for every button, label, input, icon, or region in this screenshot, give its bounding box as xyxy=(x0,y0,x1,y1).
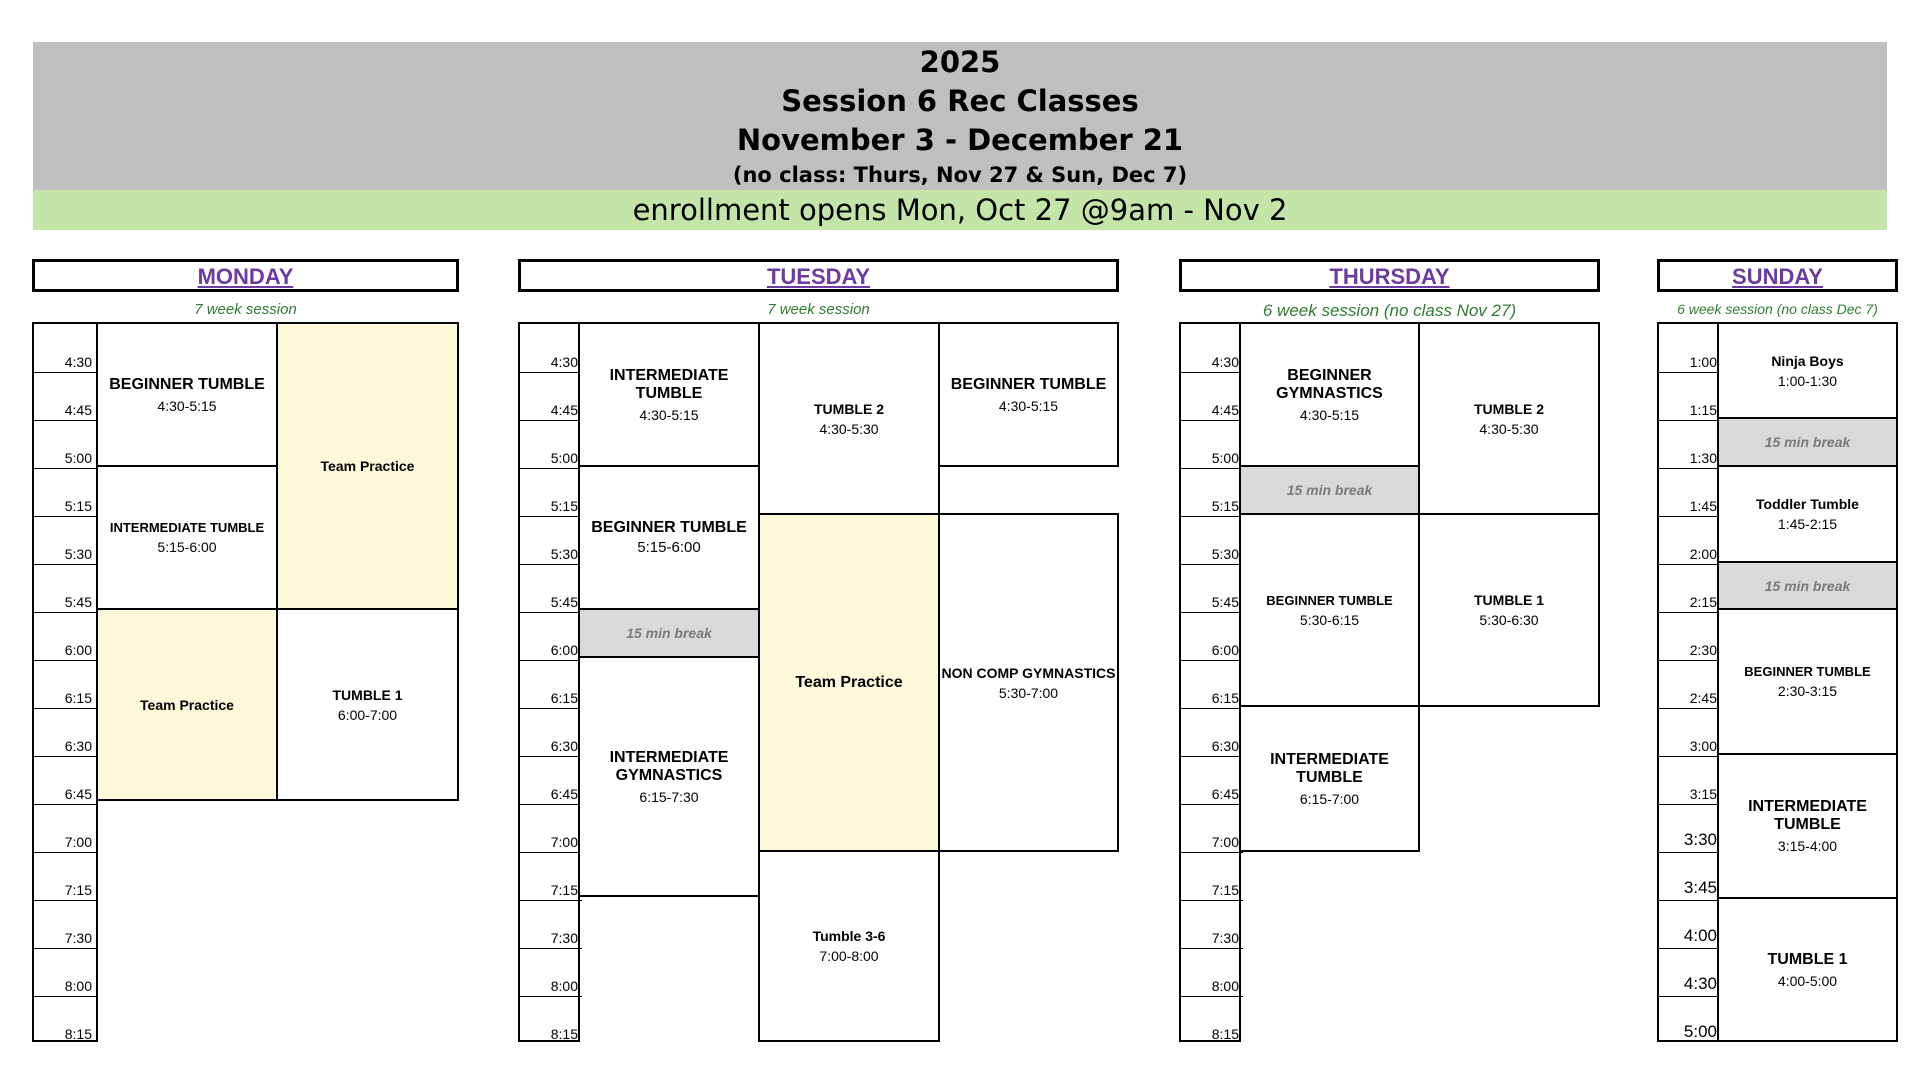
time-slot xyxy=(1181,804,1243,852)
time-slot xyxy=(34,852,96,900)
class-name: TUMBLE 1 xyxy=(332,686,403,703)
class-name: Tumble 3-6 xyxy=(812,928,886,944)
time-label: 7:00 xyxy=(550,834,578,850)
sunday-break-1 xyxy=(1717,417,1898,467)
time-slot xyxy=(34,420,96,468)
time-slot xyxy=(1659,660,1721,708)
time-slot xyxy=(1181,564,1243,612)
class-name: Team Practice xyxy=(140,696,234,713)
time-slot xyxy=(34,372,96,420)
time-label: 7:30 xyxy=(64,930,92,946)
time-label: 7:15 xyxy=(1211,882,1239,898)
time-slot xyxy=(520,564,582,612)
time-slot xyxy=(520,804,582,852)
time-label: 4:45 xyxy=(64,402,92,418)
class-time: 6:15-7:00 xyxy=(1299,790,1360,807)
time-label: 1:45 xyxy=(1689,498,1717,514)
class-name: BEGINNER TUMBLE xyxy=(109,375,265,393)
sunday-beginner-tumble xyxy=(1717,608,1898,755)
thursday-beginner-gymnastics xyxy=(1239,322,1420,467)
time-slot xyxy=(1181,516,1243,564)
time-slot xyxy=(520,708,582,756)
time-slot xyxy=(520,948,582,996)
session-title: Session 6 Rec Classes xyxy=(781,84,1139,118)
time-slot xyxy=(1181,852,1243,900)
time-label: 8:15 xyxy=(64,1026,92,1042)
class-name: INTERMEDIATE TUMBLE xyxy=(1748,798,1867,833)
time-label: 2:00 xyxy=(1689,546,1717,562)
tuesday-tumble-3-6 xyxy=(758,850,940,1042)
class-time: 5:30-7:00 xyxy=(998,684,1059,701)
time-slot xyxy=(520,996,582,1044)
time-slot xyxy=(520,420,582,468)
time-label: 8:15 xyxy=(1211,1026,1239,1042)
time-label: 8:00 xyxy=(550,978,578,994)
class-time: 4:30-5:15 xyxy=(1299,406,1360,423)
time-label: 4:30 xyxy=(550,354,578,370)
time-slot xyxy=(1659,804,1721,852)
thursday-beginner-tumble xyxy=(1239,513,1420,707)
day-header-thursday: THURSDAY xyxy=(1179,259,1600,292)
time-column-monday xyxy=(32,322,98,1042)
time-slot xyxy=(1181,324,1243,372)
time-slot xyxy=(1659,468,1721,516)
time-slot xyxy=(1659,708,1721,756)
tuesday-intermediate-tumble xyxy=(578,322,760,467)
time-label: 4:30 xyxy=(64,354,92,370)
time-label: 3:30 xyxy=(1683,830,1717,849)
class-name: TUMBLE 1 xyxy=(1474,592,1544,608)
time-slot xyxy=(520,660,582,708)
time-slot xyxy=(1659,564,1721,612)
time-label: 6:45 xyxy=(550,786,578,802)
monday-beginner-tumble xyxy=(96,322,278,467)
time-slot xyxy=(34,708,96,756)
time-label: 6:15 xyxy=(550,690,578,706)
time-slot xyxy=(34,756,96,804)
time-label: 8:00 xyxy=(64,978,92,994)
time-label: 6:15 xyxy=(64,690,92,706)
tuesday-tumble-2 xyxy=(758,322,940,515)
time-label: 5:00 xyxy=(1211,450,1239,466)
time-label: 5:15 xyxy=(1211,498,1239,514)
time-label: 6:30 xyxy=(64,738,92,754)
time-label: 7:00 xyxy=(1211,834,1239,850)
class-time: 5:30-6:30 xyxy=(1479,612,1539,628)
time-label: 7:15 xyxy=(550,882,578,898)
time-slot xyxy=(520,612,582,660)
class-time: 6:15-7:30 xyxy=(639,788,699,805)
class-time: 3:15-4:00 xyxy=(1777,838,1838,854)
time-slot xyxy=(1181,900,1243,948)
class-name: BEGINNER TUMBLE xyxy=(591,519,747,536)
time-slot xyxy=(1659,948,1721,996)
class-name: BEGINNER TUMBLE xyxy=(950,375,1107,393)
time-label: 3:15 xyxy=(1689,786,1717,802)
time-label: 1:00 xyxy=(1689,354,1717,370)
time-label: 5:00 xyxy=(550,450,578,466)
time-label: 6:00 xyxy=(1211,642,1239,658)
time-label: 1:15 xyxy=(1689,402,1717,418)
time-slot xyxy=(1659,612,1721,660)
tuesday-beginner-tumble-2 xyxy=(938,322,1119,467)
time-label: 5:30 xyxy=(550,546,578,562)
class-time: 5:15-6:00 xyxy=(637,539,701,556)
class-time: 5:30-6:15 xyxy=(1299,611,1360,628)
time-slot xyxy=(520,516,582,564)
thursday-tumble-1 xyxy=(1418,513,1600,707)
class-time: 1:45-2:15 xyxy=(1777,516,1838,532)
time-label: 3:45 xyxy=(1683,878,1717,897)
class-name: BEGINNER TUMBLE xyxy=(1744,664,1871,679)
class-name: INTERMEDIATE TUMBLE xyxy=(109,520,265,535)
time-column-thursday xyxy=(1179,322,1241,1042)
time-label: 6:15 xyxy=(1211,690,1239,706)
tuesday-break xyxy=(578,608,760,658)
class-time: 7:00-8:00 xyxy=(819,948,879,964)
thursday-intermediate-tumble xyxy=(1239,705,1420,852)
time-label: 1:30 xyxy=(1689,450,1717,466)
tuesday-beginner-tumble xyxy=(578,465,760,610)
class-time: 4:30-5:15 xyxy=(639,406,699,423)
tuesday-intermediate-gymnastics xyxy=(578,656,760,897)
time-label: 6:00 xyxy=(550,642,578,658)
monday-team-practice-2 xyxy=(96,608,278,801)
monday-tumble-1 xyxy=(276,608,459,801)
class-time: 4:30-5:15 xyxy=(998,397,1059,414)
time-label: 5:00 xyxy=(64,450,92,466)
time-slot xyxy=(1181,468,1243,516)
class-time: 4:30-5:30 xyxy=(819,420,879,437)
time-label: 6:00 xyxy=(64,642,92,658)
time-label: 4:30 xyxy=(1211,354,1239,370)
time-slot xyxy=(34,948,96,996)
enrollment-banner: enrollment opens Mon, Oct 27 @9am - Nov 2 xyxy=(33,190,1887,230)
time-slot xyxy=(1181,996,1243,1044)
thursday-tumble-2 xyxy=(1418,322,1600,515)
time-column-sunday xyxy=(1657,322,1719,1042)
session-note-monday: 7 week session xyxy=(194,301,297,318)
time-label: 4:00 xyxy=(1683,926,1717,945)
class-time: 2:30-3:15 xyxy=(1777,683,1838,699)
tuesday-non-comp-gymnastics xyxy=(938,513,1119,852)
time-label: 2:45 xyxy=(1689,690,1717,706)
class-time: 4:00-5:00 xyxy=(1777,972,1838,989)
time-slot xyxy=(34,900,96,948)
time-slot xyxy=(34,564,96,612)
time-label: 4:45 xyxy=(1211,402,1239,418)
time-label: 8:15 xyxy=(550,1026,578,1042)
time-label: 5:45 xyxy=(550,594,578,610)
time-slot xyxy=(1181,948,1243,996)
break-label: 15 min break xyxy=(1764,434,1851,450)
class-time: 6:00-7:00 xyxy=(337,706,398,723)
class-name: INTERMEDIATE TUMBLE xyxy=(609,366,729,402)
time-slot xyxy=(1659,996,1721,1044)
class-name: BEGINNER GYMNASTICS xyxy=(1276,366,1383,402)
time-slot xyxy=(1181,756,1243,804)
time-slot xyxy=(1181,708,1243,756)
time-slot xyxy=(34,996,96,1044)
time-label: 4:30 xyxy=(1683,974,1717,993)
class-name: INTERMEDIATE GYMNASTICS xyxy=(609,748,729,784)
time-label: 5:15 xyxy=(64,498,92,514)
time-label: 8:00 xyxy=(1211,978,1239,994)
class-name: NON COMP GYMNASTICS xyxy=(941,664,1116,681)
session-dates: November 3 - December 21 xyxy=(736,123,1184,157)
time-slot xyxy=(520,900,582,948)
time-slot xyxy=(1659,516,1721,564)
time-slot xyxy=(1181,420,1243,468)
monday-intermediate-tumble xyxy=(96,465,278,610)
class-name: Team Practice xyxy=(795,673,903,691)
time-label: 2:15 xyxy=(1689,594,1717,610)
session-note-thursday: 6 week session (no class Nov 27) xyxy=(1262,301,1517,320)
day-header-sunday: SUNDAY xyxy=(1657,259,1898,292)
schedule-header xyxy=(33,42,1887,190)
class-name: TUMBLE 1 xyxy=(1767,950,1848,968)
class-name: TUMBLE 2 xyxy=(814,400,884,417)
day-header-monday: MONDAY xyxy=(32,259,459,292)
session-note-tuesday: 7 week session xyxy=(767,301,870,318)
time-label: 5:30 xyxy=(1211,546,1239,562)
time-slot xyxy=(1181,612,1243,660)
class-name: Team Practice xyxy=(320,458,415,474)
no-class-note: (no class: Thurs, Nov 27 & Sun, Dec 7) xyxy=(732,163,1188,187)
break-label: 15 min break xyxy=(626,625,712,641)
time-slot xyxy=(520,756,582,804)
break-label: 15 min break xyxy=(1764,577,1851,594)
class-time: 4:30-5:15 xyxy=(157,397,217,414)
time-label: 5:30 xyxy=(64,546,92,562)
class-time: 1:00-1:30 xyxy=(1777,372,1838,389)
time-slot xyxy=(1659,756,1721,804)
class-name: TUMBLE 2 xyxy=(1474,400,1544,417)
time-slot xyxy=(1659,852,1721,900)
time-label: 5:45 xyxy=(64,594,92,610)
year-title: 2025 xyxy=(919,45,1001,79)
time-label: 6:30 xyxy=(550,738,578,754)
time-slot xyxy=(34,660,96,708)
time-label: 5:45 xyxy=(1211,594,1239,610)
break-label: 15 min break xyxy=(1286,482,1373,498)
time-label: 7:00 xyxy=(64,834,92,850)
monday-team-practice-1 xyxy=(276,322,459,610)
time-label: 5:15 xyxy=(550,498,578,514)
class-name: Toddler Tumble xyxy=(1756,496,1859,512)
time-slot xyxy=(1181,660,1243,708)
time-slot xyxy=(520,468,582,516)
time-label: 3:00 xyxy=(1689,738,1717,754)
time-label: 7:30 xyxy=(550,930,578,946)
day-header-tuesday: TUESDAY xyxy=(518,259,1119,292)
thursday-break xyxy=(1239,465,1420,515)
time-slot xyxy=(1659,372,1721,420)
time-label: 7:15 xyxy=(64,882,92,898)
session-note-sunday: 6 week session (no class Dec 7) xyxy=(1677,301,1878,317)
tuesday-team-practice xyxy=(758,513,940,852)
sunday-intermediate-tumble xyxy=(1717,753,1898,899)
time-slot xyxy=(34,612,96,660)
time-slot xyxy=(520,324,582,372)
time-label: 6:30 xyxy=(1211,738,1239,754)
time-slot xyxy=(34,804,96,852)
time-slot xyxy=(1659,324,1721,372)
sunday-ninja-boys xyxy=(1717,322,1898,419)
time-label: 6:45 xyxy=(1211,786,1239,802)
sunday-break-2 xyxy=(1717,561,1898,610)
time-slot xyxy=(34,516,96,564)
sunday-toddler-tumble xyxy=(1717,465,1898,563)
class-time: 4:30-5:30 xyxy=(1479,420,1539,437)
time-column-tuesday xyxy=(518,322,580,1042)
sunday-tumble-1 xyxy=(1717,897,1898,1042)
time-slot xyxy=(520,372,582,420)
time-slot xyxy=(34,468,96,516)
time-label: 4:45 xyxy=(550,402,578,418)
time-slot xyxy=(1659,420,1721,468)
class-name: BEGINNER TUMBLE xyxy=(1266,592,1393,608)
time-label: 6:45 xyxy=(64,786,92,802)
class-time: 5:15-6:00 xyxy=(157,539,217,555)
time-slot xyxy=(1181,372,1243,420)
time-slot xyxy=(34,324,96,372)
time-label: 5:00 xyxy=(1683,1022,1717,1041)
time-label: 2:30 xyxy=(1689,642,1717,658)
class-name: INTERMEDIATE TUMBLE xyxy=(1270,750,1389,786)
time-slot xyxy=(1659,900,1721,948)
time-slot xyxy=(520,852,582,900)
class-name: Ninja Boys xyxy=(1771,352,1844,369)
time-label: 7:30 xyxy=(1211,930,1239,946)
